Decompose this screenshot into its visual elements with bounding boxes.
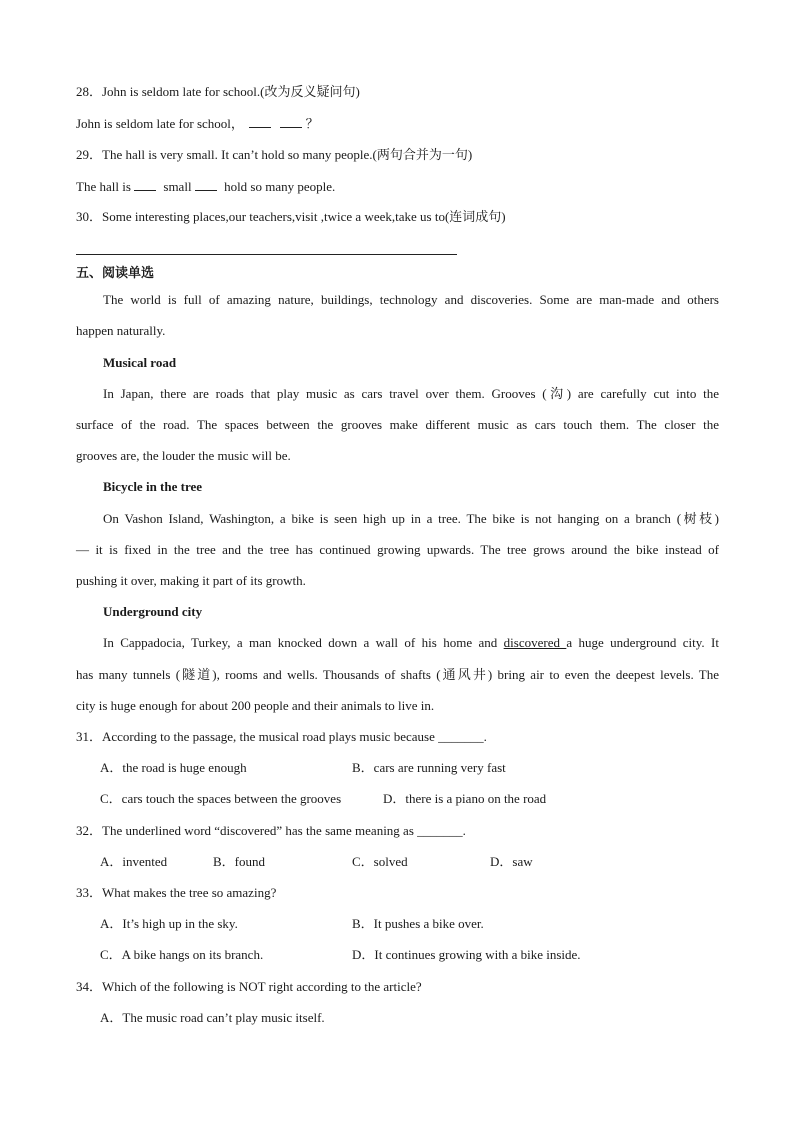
q34-option-a[interactable]: A．The music road can’t play music itself. — [100, 1010, 325, 1025]
q32-prompt: 32．The underlined word “discovered” has the same meaning as _______. — [76, 823, 466, 838]
q33-option-d[interactable]: D．It continues growing with a bike inside. — [352, 947, 581, 962]
q32-option-d[interactable]: D．saw — [490, 854, 533, 869]
q30-answer-line[interactable] — [76, 254, 457, 255]
p1-line-3: grooves are, the louder the music will be. — [76, 448, 291, 463]
p2-line-1: On Vashon Island, Washington, a bike is seen high up in a tree. The bike is not hanging on a branch (树枝) — [103, 511, 719, 526]
p2-line-3: pushing it over, making it part of its growth. — [76, 573, 306, 588]
q31-option-d[interactable]: D．there is a piano on the road — [383, 791, 547, 806]
q29-blank-1[interactable] — [134, 177, 156, 191]
p1-line-1: In Japan, there are roads that play music as cars travel over them. Grooves (沟) are carefully cut into the — [103, 386, 719, 401]
q31-option-b[interactable]: B．cars are running very fast — [352, 760, 506, 775]
intro-line-1: The world is full of amazing nature, buildings, technology and discoveries. Some are man-made and others — [103, 292, 719, 307]
q28-blank-1[interactable] — [249, 114, 271, 128]
p1-line-2: surface of the road. The spaces between the grooves make different music as cars touch them. The closer the — [76, 417, 719, 432]
q33-option-b[interactable]: B．It pushes a bike over. — [352, 916, 484, 931]
q29-part-3: hold so many people. — [224, 179, 336, 194]
q31-prompt: 31．According to the passage, the musical road plays music because _______. — [76, 729, 487, 744]
intro-line-2: happen naturally. — [76, 323, 166, 338]
p2-line-2: — it is fixed in the tree and the tree has continued growing upwards. The tree grows around the bike instead of — [76, 542, 719, 557]
q30-prompt: 30．Some interesting places,our teachers,visit ,twice a week,take us to(连词成句) — [76, 209, 506, 224]
p3-line-1-b: a huge underground city. It — [566, 635, 719, 650]
q29-prompt: 29．The hall is very small. It can’t hold so many people.(两句合并为一句) — [76, 147, 473, 162]
q29-blank-2[interactable] — [195, 177, 217, 191]
q31-option-c[interactable]: C．cars touch the spaces between the grooves — [100, 791, 342, 806]
heading-bicycle: Bicycle in the tree — [103, 479, 203, 494]
p3-line-1 — [103, 634, 719, 652]
section-title: 五、阅读单选 — [76, 265, 155, 280]
q28-prompt: 28．John is seldom late for school.(改为反义疑问句) — [76, 84, 360, 99]
p3-line-1-a: In Cappadocia, Turkey, a man knocked down a wall of his home and — [103, 635, 504, 650]
q33-option-c[interactable]: C．A bike hangs on its branch. — [100, 947, 264, 962]
p3-line-2: has many tunnels (隧道), rooms and wells. Thousands of shafts (通风井) bring air to even the deepest levels. The — [76, 667, 719, 682]
p3-line-3: city is huge enough for about 200 people and their animals to live in. — [76, 698, 435, 713]
q31-option-a[interactable]: A．the road is huge enough — [100, 760, 247, 775]
q32-option-c[interactable]: C．solved — [352, 854, 408, 869]
q28-answer-prefix: John is seldom late for school， — [76, 116, 244, 131]
q33-prompt: 33．What makes the tree so amazing? — [76, 885, 277, 900]
q29-part-2: small — [163, 179, 192, 194]
q29-answer-line — [76, 177, 719, 196]
heading-musical-road: Musical road — [103, 355, 177, 370]
q28-blank-2[interactable] — [280, 114, 302, 128]
underlined-word: discovered — [503, 635, 567, 650]
q29-part-1: The hall is — [76, 179, 131, 194]
heading-underground: Underground city — [103, 604, 203, 619]
q32-option-b[interactable]: B．found — [213, 854, 266, 869]
q32-option-a[interactable]: A．invented — [100, 854, 168, 869]
q28-answer-line — [76, 114, 719, 133]
q33-option-a[interactable]: A．It’s high up in the sky. — [100, 916, 238, 931]
q28-answer-suffix: ？ — [305, 116, 319, 131]
q34-prompt: 34．Which of the following is NOT right according to the article? — [76, 979, 422, 994]
